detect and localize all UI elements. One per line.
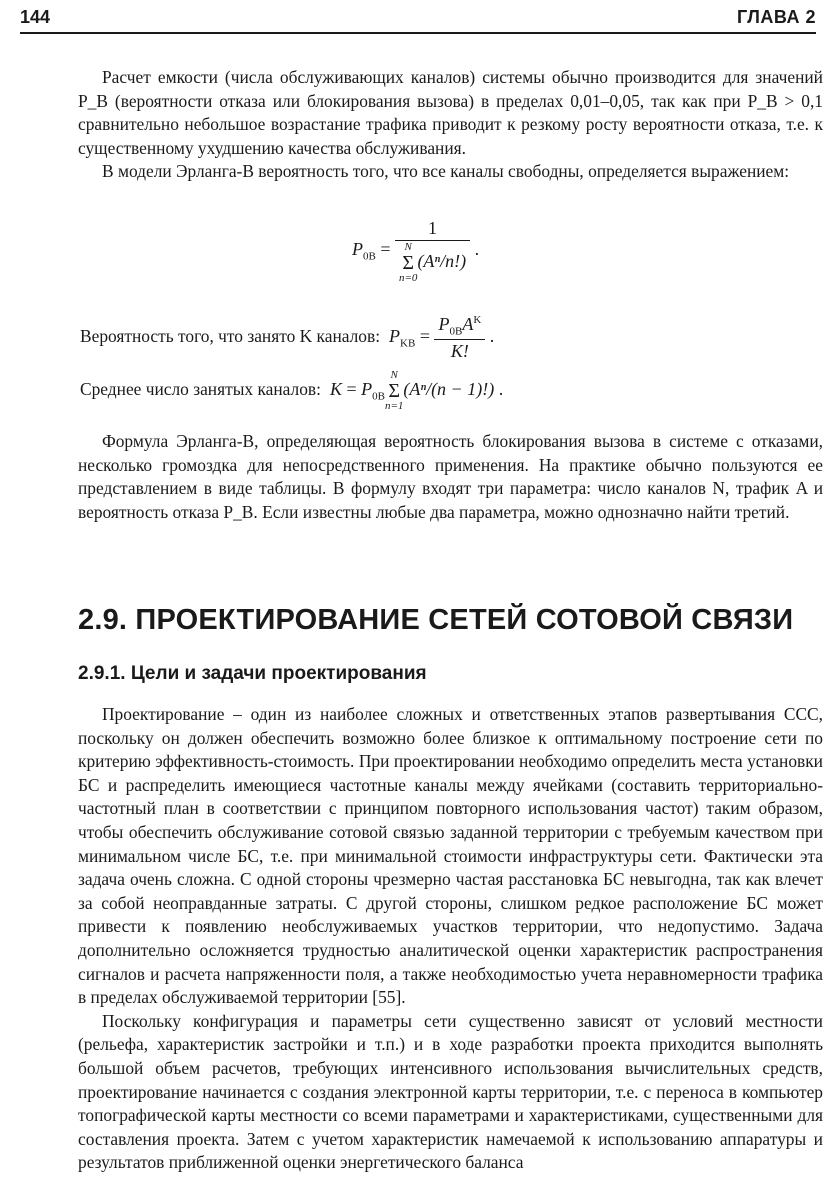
- intro-paragraph-1: Расчет емкости (числа обслуживающих каналов) системы обычно производится для значений P_B (вероятности отказа или блокирования вызова) в пределах 0,01–0,05, так как при P_B > 0,1 сравнительно небольшое возрастание трафика приводит к резкому росту вероятности отказа, т.е. к существенному ухудшению качества обслуживания.: [78, 67, 823, 158]
- formula-pkb-denominator: K!: [450, 340, 469, 361]
- formula-k-label: Среднее число занятых каналов:: [80, 379, 321, 400]
- section-paragraph-2: Поскольку конфигурация и параметры сети существенно зависят от условий местности (рельефа, характеристик застройки и т.п.) и в ходе разработки проекта приходится выполнять большой объем расчетов, требующих интенсивного использования вычислительных средств, проектирование начинается с создания электронной карты территории, т.е. с переноса в компьютер топографической карты местности со всеми параметрами и характеристиками, существенными для составления проекта. Затем с учетом характеристик намечаемой к использованию аппаратуры и результатов приближенной оценки энергетического баланса: [78, 1010, 823, 1173]
- formula-p0b-fraction: [395, 218, 470, 284]
- formula-k-lhs: K: [329, 379, 342, 400]
- intro-paragraph-2: В модели Эрланга-B вероятность того, что все каналы свободны, определяется выражением:: [102, 161, 790, 182]
- section-paragraph-1: Проектирование – один из наиболее сложных и ответственных этапов развертывания ССС, поскольку он должен обеспечить возможно более близкое к оптимальному построение сети по критерию эффективность-стоимость. При проектировании необходимо определить места установки БС и распределить имеющиеся частотные каналы между ячейками (составить территориально-частотный план в соответствии с принципом повторного использования частот) таким образом, чтобы обеспечить обслуживание сотовой связью заданной территории с требуемым качеством при минимальном числе БС, т.е. при минимальной стоимости инфраструктуры сети. Фактически эта задача очень сложна. С одной стороны чрезмерно частая расстановка БС невыгодна, так как влечет за собой неоправданные затраты. С другой стороны, слишком редкое расположение БС может привести к появлению необслуживаемых участков территории, что недопустимо. Задача дополнительно осложняется трудностью аналитической оценки характеристик распространения сигналов и расчета напряженности поля, а также необходимостью учета неравномерности трафика в пределах обслуживаемой территории [55].: [78, 704, 823, 1008]
- formula-pkb-num-sub: 0B: [449, 325, 463, 338]
- intro-text: [78, 66, 823, 184]
- formula-p0b-sum-lower: n=0: [399, 272, 418, 284]
- section-text: [78, 703, 823, 1175]
- chapter-label: ГЛАВА 2: [737, 7, 816, 27]
- formula-k-mean: [80, 370, 503, 412]
- formula-pkb: [80, 314, 494, 362]
- erlang-text: [78, 430, 823, 524]
- formula-p0b-sum-body: (Aⁿ/n!): [417, 251, 467, 272]
- formula-p0b-numerator: 1: [395, 218, 470, 241]
- formula-pkb-num-p: P: [438, 314, 450, 334]
- section-title: 2.9. ПРОЕКТИРОВАНИЕ СЕТЕЙ СОТОВОЙ СВЯЗИ: [78, 604, 794, 636]
- formula-p0b-lhs-sub: 0B: [363, 250, 376, 263]
- formula-k-sum: [385, 370, 403, 412]
- formula-pkb-fraction: [434, 314, 485, 362]
- formula-k-sum-upper: N: [390, 369, 398, 381]
- formula-pkb-lhs-sub: KB: [400, 337, 416, 350]
- page-number: 144: [20, 7, 51, 27]
- formula-pkb-lhs: P: [389, 325, 401, 346]
- formula-p0b: [352, 218, 479, 284]
- formula-pkb-eq: =: [415, 325, 435, 346]
- formula-k-factor-sub: 0B: [372, 390, 385, 403]
- formula-p0b-eq: =: [375, 239, 395, 260]
- formula-pkb-end: .: [485, 325, 495, 346]
- formula-pkb-numerator: [434, 314, 485, 340]
- formula-p0b-denominator: [395, 241, 470, 284]
- formula-k-sum-body: (Aⁿ/(n − 1)!): [403, 379, 495, 400]
- formula-pkb-num-sup: K: [473, 314, 482, 326]
- formula-p0b-end: .: [470, 239, 480, 260]
- sigma-symbol: Σ: [388, 380, 400, 402]
- formula-p0b-sum: [399, 242, 417, 284]
- formula-k-sum-lower: n=1: [384, 400, 404, 412]
- formula-k-end: .: [494, 379, 504, 400]
- formula-pkb-num-a: A: [462, 314, 474, 334]
- subsection-title: 2.9.1. Цели и задачи проектирования: [78, 663, 427, 684]
- formula-p0b-lhs: P: [352, 239, 363, 260]
- sigma-symbol: Σ: [402, 252, 415, 274]
- formula-k-factor: P: [361, 379, 373, 400]
- formula-pkb-label: Вероятность того, что занято K каналов:: [80, 325, 381, 346]
- formula-k-eq: =: [341, 379, 362, 400]
- formula-p0b-sum-upper: N: [404, 241, 412, 253]
- running-head: [20, 6, 816, 34]
- erlang-paragraph: Формула Эрланга-B, определяющая вероятность блокирования вызова в системе с отказами, несколько громоздка для непосредственного применения. На практике обычно пользуются ее представлением в виде таблицы. В формулу входят три параметра: число каналов N, трафик A и вероятность отказа P_B. Если известны любые два параметра, можно однозначно найти третий.: [78, 431, 823, 522]
